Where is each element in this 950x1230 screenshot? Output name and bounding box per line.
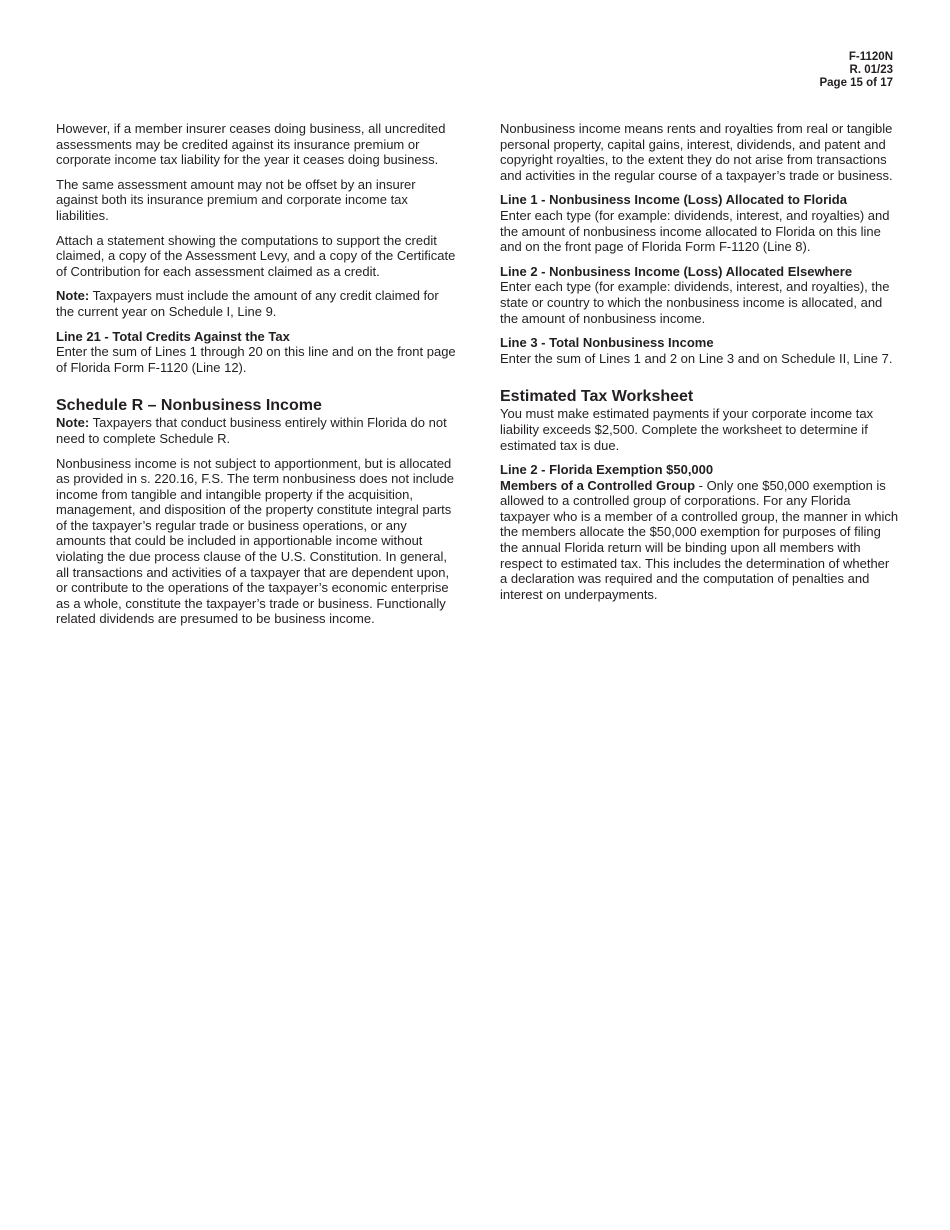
left-column <box>56 121 458 636</box>
note-label: Note: <box>56 415 90 431</box>
florida-exemption-block <box>500 462 900 602</box>
paragraph-nonbusiness-means: Nonbusiness income means rents and royalties from real or tangible personal property, capital gains, interest, dividends, and patent and copyright royalties, to the extent they do not arise from transactions and activities in the regular course of a taxpayer’s trade or business. <box>500 121 893 183</box>
line21-text: Enter the sum of Lines 1 through 20 on this line and on the front page of Florida Form F-1120 (Line 12). <box>56 344 456 375</box>
florida-exemption-heading: Line 2 - Florida Exemption $50,000 <box>500 462 714 478</box>
paragraph-nonbusiness-definition: Nonbusiness income is not subject to apportionment, but is allocated as provided in s. 220.16, F.S. The term nonbusiness does not include income from tangible and intangible property if the acquisition, management, and disposition of the property constitute integral parts of the taxpayer’s regular trade or business operations, or any amounts that could be included in apportionable income without violating the due process clause of the U.S. Constitution. In general, all transactions and activities of a taxpayer that are dependent upon, or contribute to the operations of the taxpayer’s economic enterprise as a whole, constitute the taxpayer’s trade or business. Functionally related dividends are presumed to be business income. <box>56 455 454 627</box>
controlled-group-label: Members of a Controlled Group <box>500 477 696 493</box>
line1-block <box>500 192 900 254</box>
note-schedule-r <box>56 415 458 446</box>
line1-heading: Line 1 - Nonbusiness Income (Loss) Allocated to Florida <box>500 192 847 208</box>
line2-block <box>500 264 900 326</box>
controlled-group-text: - Only one $50,000 exemption is allowed to a controlled group of corporations. For any Florida taxpayer who is a member of a controlled group, the manner in which the members allocate the $50,000 exemption for purposes of filing the annual Florida return will be binding upon all members with respect to estimated tax. This includes the determination of whether a declaration was required and the computation of penalties and interest on underpayments. <box>500 477 899 602</box>
revision-date: R. 01/23 <box>849 64 893 76</box>
line3-block <box>500 335 900 366</box>
line2-text: Enter each type (for example: dividends, interest, and royalties), the state or country to which the nonbusiness income is allocated, and the amount of nonbusiness income. <box>500 279 890 326</box>
paragraph-ceases-business: However, if a member insurer ceases doing business, all uncredited assessments may be credited against its insurance premium or corporate income tax liability for the year it ceases doing business. <box>56 121 446 168</box>
note-credit-claimed <box>56 288 458 319</box>
note-text: Taxpayers must include the amount of any credit claimed for the current year on Schedule I, Line 9. <box>56 288 439 319</box>
line21-block <box>56 329 458 376</box>
note-label: Note: <box>56 288 90 304</box>
line3-text: Enter the sum of Lines 1 and 2 on Line 3 and on Schedule II, Line 7. <box>500 350 893 366</box>
paragraph-same-assessment: The same assessment amount may not be offset by an insurer against both its insurance premium and corporate income tax liabilities. <box>56 176 416 223</box>
line3-heading: Line 3 - Total Nonbusiness Income <box>500 335 714 351</box>
page-header <box>819 51 893 90</box>
line2-heading: Line 2 - Nonbusiness Income (Loss) Allocated Elsewhere <box>500 263 853 279</box>
page-number: Page 15 of 17 <box>819 77 893 89</box>
note-text: Taxpayers that conduct business entirely within Florida do not need to complete Schedule R. <box>56 415 447 446</box>
line1-text: Enter each type (for example: dividends, interest, and royalties) and the amount of nonbusiness income allocated to Florida on this line and on the front page of Florida Form F-1120 (Line 8). <box>500 207 890 255</box>
form-number: F-1120N <box>848 51 893 63</box>
estimated-tax-heading: Estimated Tax Worksheet <box>500 388 694 406</box>
paragraph-attach-statement: Attach a statement showing the computations to support the credit claimed, a copy of the Assessment Levy, and a copy of the Certificate of Contribution for each assessment claimed as a credit. <box>56 232 456 279</box>
estimated-tax-text: You must make estimated payments if your corporate income tax liability exceeds $2,500. Complete the worksheet to determine if estimated tax is due. <box>500 406 874 453</box>
line21-heading: Line 21 - Total Credits Against the Tax <box>56 328 290 344</box>
schedule-r-heading: Schedule R – Nonbusiness Income <box>56 397 322 415</box>
right-column <box>500 121 900 611</box>
